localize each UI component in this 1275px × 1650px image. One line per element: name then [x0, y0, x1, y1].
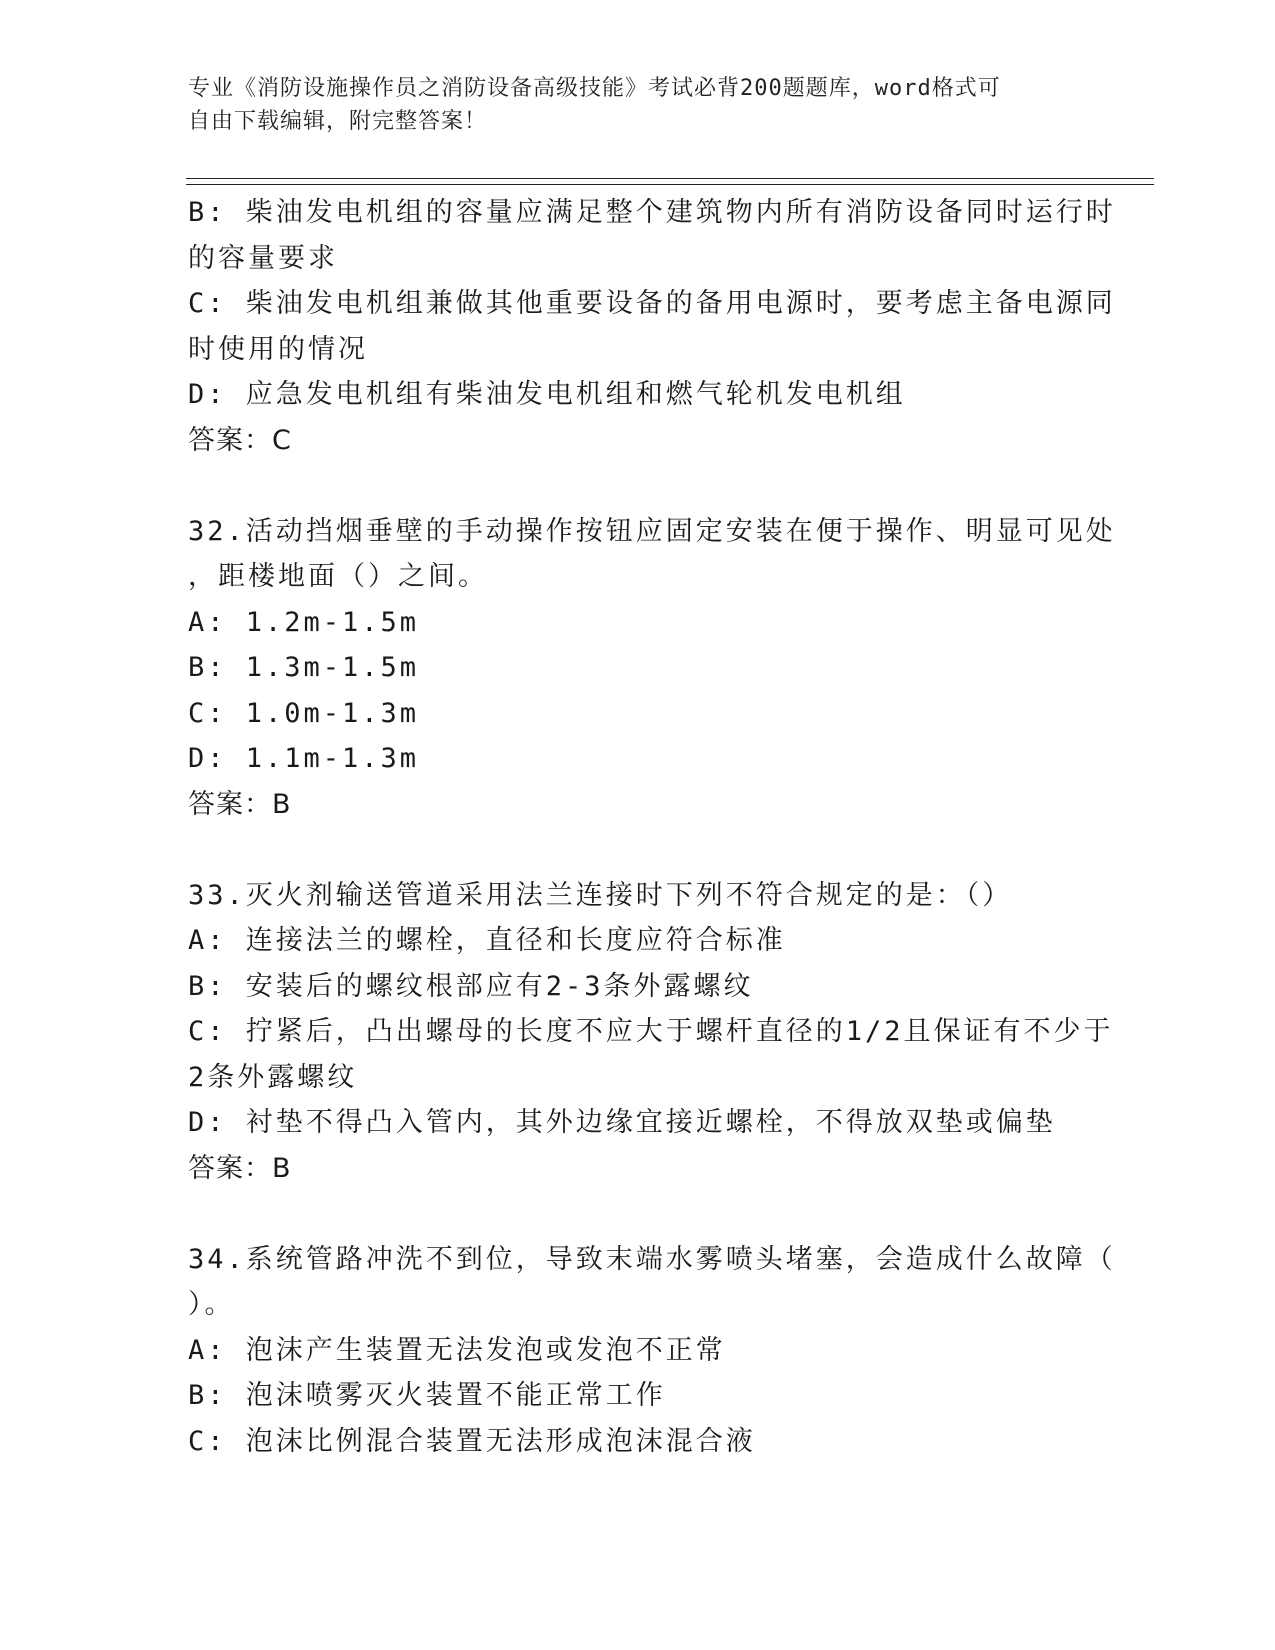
q31-answer: 答案：C	[188, 424, 292, 456]
q33-option-b: B: 安装后的螺纹根部应有2-3条外露螺纹	[188, 970, 754, 1002]
header-line-2: 自由下载编辑，附完整答案！	[188, 109, 488, 134]
q33-answer: 答案：B	[188, 1152, 292, 1184]
q34-option-a: A: 泡沫产生装置无法发泡或发泡不正常	[188, 1334, 726, 1366]
q33-option-d: D: 衬垫不得凸入管内，其外边缘宜接近螺栓，不得放双垫或偏垫	[188, 1107, 1056, 1138]
q31-option-d: D: 应急发电机组有柴油发电机组和燃气轮机发电机组	[188, 379, 906, 410]
q31-option-c-line-1: C: 柴油发电机组兼做其他重要设备的备用电源时，要考虑主备电源同	[188, 288, 1116, 319]
q31-option-b-line-2: 的容量要求	[188, 242, 338, 274]
question-33	[188, 873, 1114, 1192]
q32-answer: 答案：B	[188, 788, 292, 820]
q32-option-a: A: 1.2m-1.5m	[188, 606, 420, 638]
q33-option-c-line-1: C: 拧紧后，凸出螺母的长度不应大于螺杆直径的1/2且保证有不少于	[188, 1016, 1114, 1047]
spacer	[188, 1191, 1088, 1237]
q31-option-c-line-2: 时使用的情况	[188, 333, 368, 365]
q34-option-b: B: 泡沫喷雾灭火装置不能正常工作	[188, 1380, 666, 1411]
q32-option-d: D: 1.1m-1.3m	[188, 743, 420, 774]
spacer	[188, 463, 1088, 509]
q33-option-c-line-2: 2条外露螺纹	[188, 1061, 358, 1093]
question-32	[188, 509, 1116, 828]
question-31-tail	[188, 190, 1116, 463]
question-34	[188, 1237, 1116, 1465]
q31-option-b-line-1: B: 柴油发电机组的容量应满足整个建筑物内所有消防设备同时运行时	[188, 197, 1116, 228]
q34-stem-line-2: ）。	[188, 1289, 235, 1320]
header-divider-bottom	[186, 184, 1154, 185]
q34-option-c: C: 泡沫比例混合装置无法形成泡沫混合液	[188, 1425, 756, 1457]
q32-option-b: B: 1.3m-1.5m	[188, 652, 420, 683]
q32-stem-line-2: ，距楼地面（）之间。	[188, 561, 488, 592]
q32-option-c: C: 1.0m-1.3m	[188, 697, 420, 729]
spacer	[188, 827, 1088, 873]
document-header	[188, 72, 1088, 138]
q33-stem: 33.灭火剂输送管道采用法兰连接时下列不符合规定的是：（）	[188, 879, 1013, 911]
header-line-1: 专业《消防设施操作员之消防设备高级技能》考试必背200题题库，word格式可	[188, 76, 1001, 101]
header-divider-top	[186, 178, 1154, 179]
q34-stem-line-1: 34.系统管路冲洗不到位，导致末端水雾喷头堵塞，会造成什么故障（	[188, 1243, 1116, 1275]
q33-option-a: A: 连接法兰的螺栓，直径和长度应符合标准	[188, 925, 786, 956]
document-body	[188, 190, 1116, 1464]
q32-stem-line-1: 32.活动挡烟垂壁的手动操作按钮应固定安装在便于操作、明显可见处	[188, 515, 1116, 547]
